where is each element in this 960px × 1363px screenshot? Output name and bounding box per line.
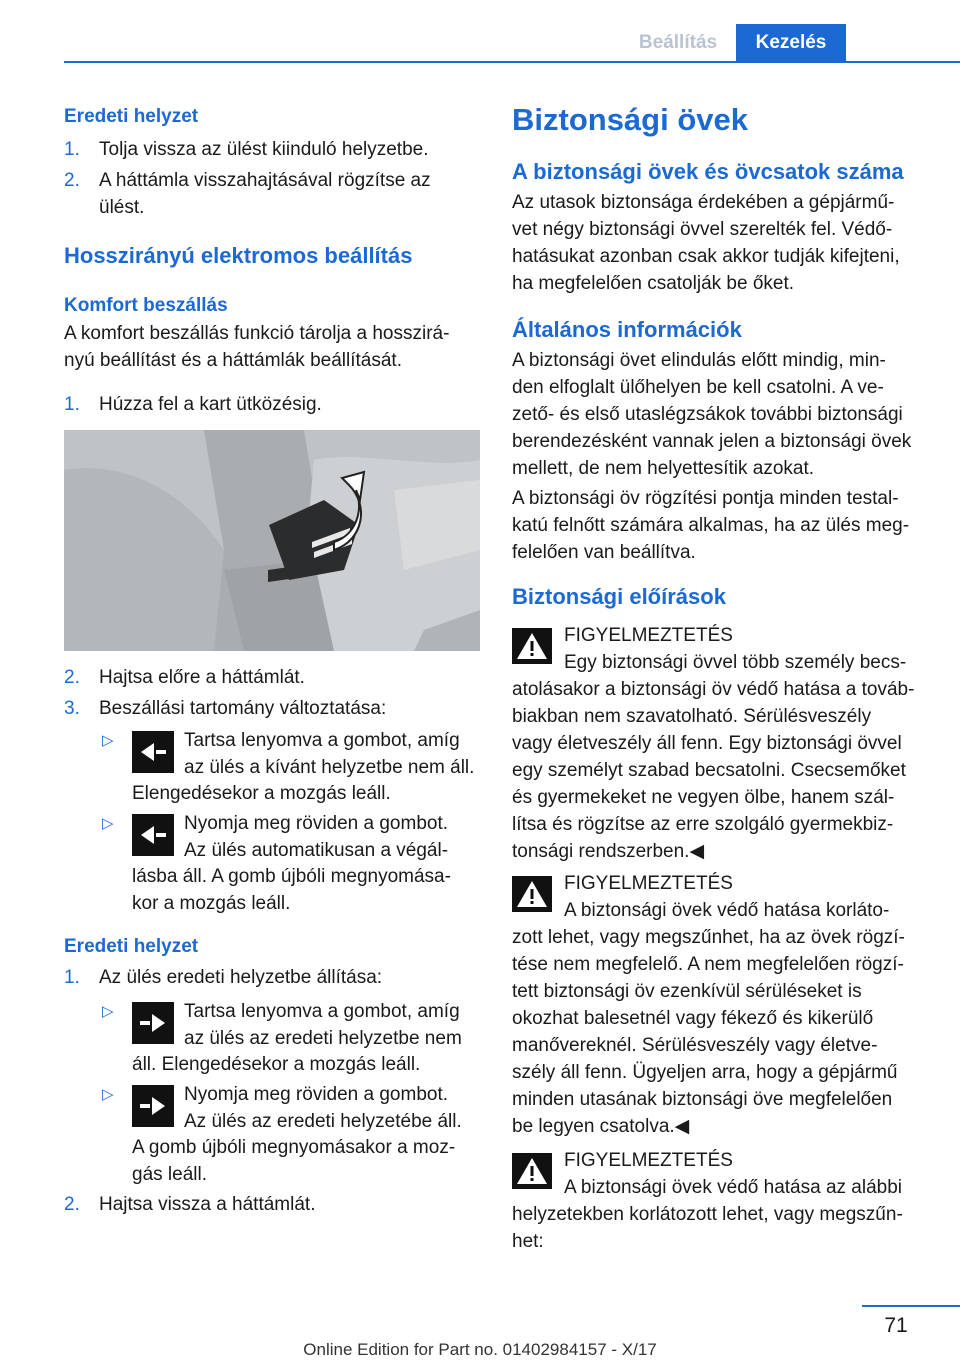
bullet-triangle-icon: ▷ <box>102 1003 114 1020</box>
step-number: 1. <box>64 394 80 415</box>
header-rule <box>64 61 960 63</box>
paragraph-line: A biztonsági övet elindulás előtt mindig, min- <box>512 350 886 371</box>
sub-list-item <box>64 998 482 1088</box>
section-heading: Hosszirányú elektromos beállítás <box>64 243 413 268</box>
footer-rule <box>862 1305 960 1307</box>
sub-text-line: A gomb újbóli megnyomásakor a moz- <box>132 1137 456 1158</box>
warning-line: lítsa és rögzítse az erre szolgáló gyermekbiz- <box>512 814 894 835</box>
tab-beallitas[interactable]: Beállítás <box>638 32 718 53</box>
edition-text: Online Edition for Part no. 01402984157 - X/17 <box>303 1340 657 1359</box>
warning-line: zott lehet, vagy megszűnhet, ha az övek rögzí- <box>512 927 905 948</box>
step-number: 3. <box>64 698 80 719</box>
sub-list-item <box>64 1081 482 1191</box>
section-heading: Általános információk <box>512 317 742 342</box>
paragraph-line: hatásukat azonban csak akkor tudják kifejteni, <box>512 246 900 267</box>
step-number: 2. <box>64 170 80 191</box>
sub-text-line: Az ülés automatikusan a végál- <box>184 840 449 861</box>
sub-heading: Komfort beszállás <box>64 295 228 316</box>
warning-line: és gyermekeket ne vegyen ölbe, hanem szál- <box>512 787 895 808</box>
seat-backward-button-icon <box>132 731 174 773</box>
step-text: Hajtsa előre a háttámlát. <box>99 667 305 688</box>
paragraph-line: mellett, de nem helyettesítik azokat. <box>512 458 815 479</box>
step-text: Az ülés eredeti helyzetbe állítása: <box>99 967 383 988</box>
step-text: ülést. <box>99 197 145 218</box>
sub-list-item <box>64 810 482 920</box>
warning-title: FIGYELMEZTETÉS <box>564 625 733 646</box>
sub-text-line: az ülés az eredeti helyzetbe nem <box>184 1028 462 1049</box>
warning-title: FIGYELMEZTETÉS <box>564 873 733 894</box>
sub-text-line: Nyomja meg röviden a gombot. <box>184 813 449 834</box>
warning-line: tése nem megfelelő. A nem megfelelően rögzí- <box>512 954 904 975</box>
step-number: 1. <box>64 967 80 988</box>
warning-block <box>512 622 930 862</box>
warning-line: be legyen csatolva.◀ <box>512 1116 690 1137</box>
section-heading: Biztonsági előírások <box>512 584 726 609</box>
step-text: Hajtsa vissza a háttámlát. <box>99 1194 316 1215</box>
paragraph-line: nyú beállítást és a háttámlák beállítását. <box>64 350 402 371</box>
seat-lever-illustration <box>64 430 480 651</box>
warning-block <box>512 870 930 1140</box>
paragraph-line: Az utasok biztonsága érdekében a gépjármű- <box>512 192 895 213</box>
step-text: Húzza fel a kart ütközésig. <box>99 394 322 415</box>
warning-line: tett biztonsági öv ezenkívül sérüléseket is <box>512 981 862 1002</box>
step-text: Tolja vissza az ülést kiinduló helyzetbe. <box>99 139 429 160</box>
seat-backward-button-icon <box>132 814 174 856</box>
warning-line: okozhat balesetnél vagy fékező és kikerülő <box>512 1008 874 1029</box>
sub-text-line: kor a mozgás leáll. <box>132 893 291 914</box>
step-number: 2. <box>64 1194 80 1215</box>
section-heading: Eredeti helyzet <box>64 936 199 957</box>
bullet-triangle-icon: ▷ <box>102 815 114 832</box>
paragraph-line: katú felnőtt számára alkalmas, ha az ülés meg- <box>512 515 910 536</box>
paragraph-line: A komfort beszállás funkció tárolja a hosszirá- <box>64 323 450 344</box>
warning-line: tonsági rendszerben.◀ <box>512 841 705 862</box>
section-heading: A biztonsági övek és övcsatok száma <box>512 159 904 184</box>
warning-line: egy személyt szabad becsatolni. Csecsemőket <box>512 760 906 781</box>
page-number: 71 <box>884 1314 908 1337</box>
warning-line: vagy életveszély áll fenn. Egy biztonsági övvel <box>512 733 902 754</box>
seat-forward-button-icon <box>132 1002 174 1044</box>
warning-triangle-icon <box>512 876 552 912</box>
sub-text-line: Tartsa lenyomva a gombot, amíg <box>184 730 460 751</box>
page-title: Biztonsági övek <box>512 102 748 137</box>
paragraph-line: A biztonsági öv rögzítési pontja minden testal- <box>512 488 899 509</box>
paragraph-line: felelően van beállítva. <box>512 542 696 563</box>
paragraph-line: ha megfelelően csatolják be őket. <box>512 273 795 294</box>
step-text: A háttámla visszahajtásával rögzítse az <box>99 170 431 191</box>
warning-line: A biztonsági övek védő hatása korláto- <box>564 900 890 921</box>
warning-line: biakban nem szavatolható. Sérülésveszély <box>512 706 872 727</box>
warning-line: szély áll fenn. Ügyeljen arra, hogy a gépjármű <box>512 1062 898 1083</box>
bullet-triangle-icon: ▷ <box>102 732 114 749</box>
bullet-triangle-icon: ▷ <box>102 1086 114 1103</box>
warning-triangle-icon <box>512 1153 552 1189</box>
warning-block <box>512 1147 930 1267</box>
sub-text-line: az ülés a kívánt helyzetbe nem áll. <box>184 757 475 778</box>
seat-lever-photo <box>64 430 480 651</box>
sub-text-line: Nyomja meg röviden a gombot. <box>184 1084 449 1105</box>
warning-line: A biztonsági övek védő hatása az alábbi <box>564 1177 903 1198</box>
paragraph-line: vet négy biztonsági övvel szerelték fel. Védő- <box>512 219 893 240</box>
warning-title: FIGYELMEZTETÉS <box>564 1150 733 1171</box>
seat-forward-button-icon <box>132 1085 174 1127</box>
section-heading: Eredeti helyzet <box>64 106 199 127</box>
sub-text-line: lásba áll. A gomb újbóli megnyomása- <box>132 866 451 887</box>
sub-text-line: gás leáll. <box>132 1164 207 1185</box>
warning-line: atolásakor a biztonsági öv védő hatása a továb- <box>512 679 915 700</box>
warning-line: manővereknél. Sérülésveszély vagy életve- <box>512 1035 878 1056</box>
sub-text-line: Tartsa lenyomva a gombot, amíg <box>184 1001 460 1022</box>
paragraph-line: den elfoglalt ülőhelyen be kell csatolni. A ve- <box>512 377 884 398</box>
warning-line: Egy biztonsági övvel több személy becs- <box>564 652 907 673</box>
sub-text-line: áll. Elengedésekor a mozgás leáll. <box>132 1054 421 1075</box>
sub-text-line: Az ülés az eredeti helyzetébe áll. <box>184 1111 462 1132</box>
step-number: 1. <box>64 139 80 160</box>
step-text: Beszállási tartomány változtatása: <box>99 698 387 719</box>
warning-line: minden utasának biztonsági öve megfelelően <box>512 1089 893 1110</box>
warning-line: het: <box>512 1231 544 1252</box>
warning-triangle-icon <box>512 628 552 664</box>
warning-line: helyzetekben korlátozott lehet, vagy megszűn- <box>512 1204 903 1225</box>
step-number: 2. <box>64 667 80 688</box>
paragraph-line: berendezésként vannak jelen a biztonsági övek <box>512 431 912 452</box>
tab-kezeles[interactable]: Kezelés <box>736 24 846 62</box>
sub-text-line: Elengedésekor a mozgás leáll. <box>132 783 391 804</box>
paragraph-line: zető- és első utaslégzsákok további biztonsági <box>512 404 903 425</box>
